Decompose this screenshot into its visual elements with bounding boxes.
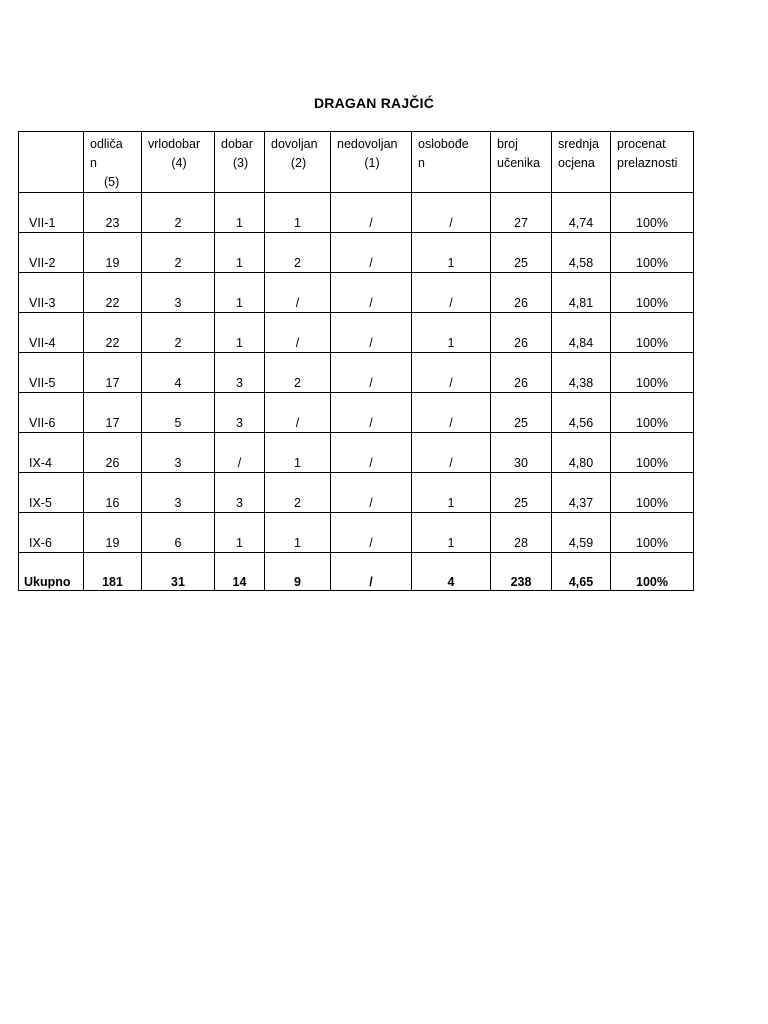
class-label-cell: VII-4 bbox=[19, 313, 84, 353]
table-cell: 17 bbox=[84, 353, 142, 393]
table-row bbox=[19, 513, 694, 553]
table-row bbox=[19, 313, 694, 353]
table-cell: / bbox=[215, 433, 265, 473]
table-cell: / bbox=[265, 393, 331, 433]
table-cell: 4,84 bbox=[552, 313, 611, 353]
table-cell: 2 bbox=[142, 313, 215, 353]
table-cell: 1 bbox=[215, 313, 265, 353]
class-label-cell: VII-2 bbox=[19, 233, 84, 273]
table-cell: 6 bbox=[142, 513, 215, 553]
table-cell: 100% bbox=[611, 233, 694, 273]
header-line: vrlodobar bbox=[148, 137, 201, 151]
document-title: DRAGAN RAJČIĆ bbox=[313, 95, 435, 111]
table-cell: 17 bbox=[84, 393, 142, 433]
table-cell: 100% bbox=[611, 473, 694, 513]
table-cell: / bbox=[331, 513, 412, 553]
header-line: (3) bbox=[232, 156, 249, 170]
table-cell: / bbox=[331, 393, 412, 433]
table-row bbox=[19, 393, 694, 433]
table-cell: 2 bbox=[265, 353, 331, 393]
table-cell: 4,37 bbox=[552, 473, 611, 513]
header-line: (4) bbox=[171, 156, 187, 170]
header-line: procenat bbox=[617, 137, 666, 151]
table-cell: 2 bbox=[265, 473, 331, 513]
grades-table bbox=[18, 131, 694, 591]
table-cell: 2 bbox=[142, 233, 215, 273]
table-cell: 19 bbox=[84, 513, 142, 553]
table-cell: 4,38 bbox=[552, 353, 611, 393]
table-cell: 100% bbox=[611, 393, 694, 433]
class-label-cell: VII-5 bbox=[19, 353, 84, 393]
table-cell: 19 bbox=[84, 233, 142, 273]
table-cell: 4,81 bbox=[552, 273, 611, 313]
table-cell: 1 bbox=[265, 193, 331, 233]
total-cell: 31 bbox=[142, 553, 215, 591]
header-line: dovoljan bbox=[271, 137, 318, 151]
header-line: dobar bbox=[221, 137, 253, 151]
table-cell: 4,74 bbox=[552, 193, 611, 233]
header-line: oslobođe bbox=[418, 137, 469, 151]
table-cell: 100% bbox=[611, 353, 694, 393]
total-cell: 100% bbox=[611, 553, 694, 591]
header-cell-procenat-prelaznosti bbox=[611, 132, 694, 193]
total-cell: 238 bbox=[491, 553, 552, 591]
table-cell: 1 bbox=[215, 273, 265, 313]
header-line: (2) bbox=[290, 156, 307, 170]
table-cell: 100% bbox=[611, 313, 694, 353]
table-cell: / bbox=[265, 273, 331, 313]
header-cell-oslobodjen bbox=[412, 132, 491, 193]
table-cell: 3 bbox=[215, 473, 265, 513]
table-cell: 1 bbox=[215, 513, 265, 553]
total-cell: 4,65 bbox=[552, 553, 611, 591]
header-line: prelaznosti bbox=[617, 156, 678, 170]
table-cell: 26 bbox=[84, 433, 142, 473]
table-cell: 25 bbox=[491, 393, 552, 433]
table-cell: 4 bbox=[142, 353, 215, 393]
table-cell: 1 bbox=[412, 473, 491, 513]
table-cell: 16 bbox=[84, 473, 142, 513]
table-cell: 25 bbox=[491, 233, 552, 273]
header-line: nedovoljan bbox=[337, 137, 398, 151]
header-line: (5) bbox=[104, 175, 120, 189]
header-cell-vrlodobar bbox=[142, 132, 215, 193]
table-cell: 4,80 bbox=[552, 433, 611, 473]
table-cell: / bbox=[412, 353, 491, 393]
table-cell: / bbox=[412, 433, 491, 473]
table-row bbox=[19, 353, 694, 393]
table-cell: / bbox=[412, 273, 491, 313]
table-cell: 1 bbox=[412, 313, 491, 353]
header-cell-nedovoljan bbox=[331, 132, 412, 193]
table-cell: 30 bbox=[491, 433, 552, 473]
header-line: odliča bbox=[90, 137, 123, 151]
table-cell: 1 bbox=[412, 513, 491, 553]
table-cell: 1 bbox=[412, 233, 491, 273]
table-cell: / bbox=[331, 273, 412, 313]
table-row bbox=[19, 473, 694, 513]
header-line: učenika bbox=[497, 156, 541, 170]
header-line: (1) bbox=[364, 156, 380, 170]
table-cell: 27 bbox=[491, 193, 552, 233]
table-cell: / bbox=[412, 393, 491, 433]
table-cell: / bbox=[331, 193, 412, 233]
table-cell: / bbox=[331, 233, 412, 273]
table-row bbox=[19, 233, 694, 273]
table-cell: 1 bbox=[265, 513, 331, 553]
class-label-cell: VII-3 bbox=[19, 273, 84, 313]
header-line: n bbox=[418, 156, 425, 170]
total-row bbox=[19, 553, 694, 591]
table-cell: 4,58 bbox=[552, 233, 611, 273]
table-cell: 26 bbox=[491, 353, 552, 393]
table-cell: 2 bbox=[142, 193, 215, 233]
class-label-cell: IX-4 bbox=[19, 433, 84, 473]
total-cell: / bbox=[331, 553, 412, 591]
header-line: n bbox=[90, 156, 97, 170]
table-cell: 3 bbox=[215, 353, 265, 393]
header-cell-odlican bbox=[84, 132, 142, 193]
table-cell: 1 bbox=[215, 233, 265, 273]
table-cell: / bbox=[331, 433, 412, 473]
table-cell: 3 bbox=[142, 433, 215, 473]
total-label-cell: Ukupno bbox=[19, 553, 84, 591]
class-label-cell: IX-5 bbox=[19, 473, 84, 513]
total-cell: 4 bbox=[412, 553, 491, 591]
table-cell: 4,56 bbox=[552, 393, 611, 433]
table-cell: 100% bbox=[611, 273, 694, 313]
table-cell: 3 bbox=[142, 273, 215, 313]
table-cell: 28 bbox=[491, 513, 552, 553]
header-line: srednja bbox=[558, 137, 599, 151]
table-cell: 5 bbox=[142, 393, 215, 433]
table-cell: 23 bbox=[84, 193, 142, 233]
table-row bbox=[19, 273, 694, 313]
table-cell: 100% bbox=[611, 193, 694, 233]
header-line: broj bbox=[497, 137, 518, 151]
class-label-cell: IX-6 bbox=[19, 513, 84, 553]
total-cell: 14 bbox=[215, 553, 265, 591]
table-cell: / bbox=[265, 313, 331, 353]
header-line: ocjena bbox=[558, 156, 595, 170]
header-cell-broj-ucenika bbox=[491, 132, 552, 193]
header-cell-dobar bbox=[215, 132, 265, 193]
table-cell: / bbox=[331, 313, 412, 353]
table-cell: 2 bbox=[265, 233, 331, 273]
total-cell: 9 bbox=[265, 553, 331, 591]
table-cell: / bbox=[331, 473, 412, 513]
table-cell: 25 bbox=[491, 473, 552, 513]
header-cell-dovoljan bbox=[265, 132, 331, 193]
header-row bbox=[19, 132, 694, 193]
total-cell: 181 bbox=[84, 553, 142, 591]
class-label-cell: VII-6 bbox=[19, 393, 84, 433]
table-cell: 22 bbox=[84, 313, 142, 353]
table-row bbox=[19, 193, 694, 233]
table-cell: 26 bbox=[491, 313, 552, 353]
table-cell: 100% bbox=[611, 433, 694, 473]
table-cell: 1 bbox=[265, 433, 331, 473]
table-cell: / bbox=[331, 353, 412, 393]
header-cell-class bbox=[19, 132, 84, 193]
table-cell: / bbox=[412, 193, 491, 233]
table-row bbox=[19, 433, 694, 473]
class-label-cell: VII-1 bbox=[19, 193, 84, 233]
header-cell-srednja-ocjena bbox=[552, 132, 611, 193]
table-cell: 22 bbox=[84, 273, 142, 313]
table-cell: 100% bbox=[611, 513, 694, 553]
table-cell: 3 bbox=[142, 473, 215, 513]
table-cell: 3 bbox=[215, 393, 265, 433]
table-cell: 4,59 bbox=[552, 513, 611, 553]
table-cell: 26 bbox=[491, 273, 552, 313]
table-cell: 1 bbox=[215, 193, 265, 233]
